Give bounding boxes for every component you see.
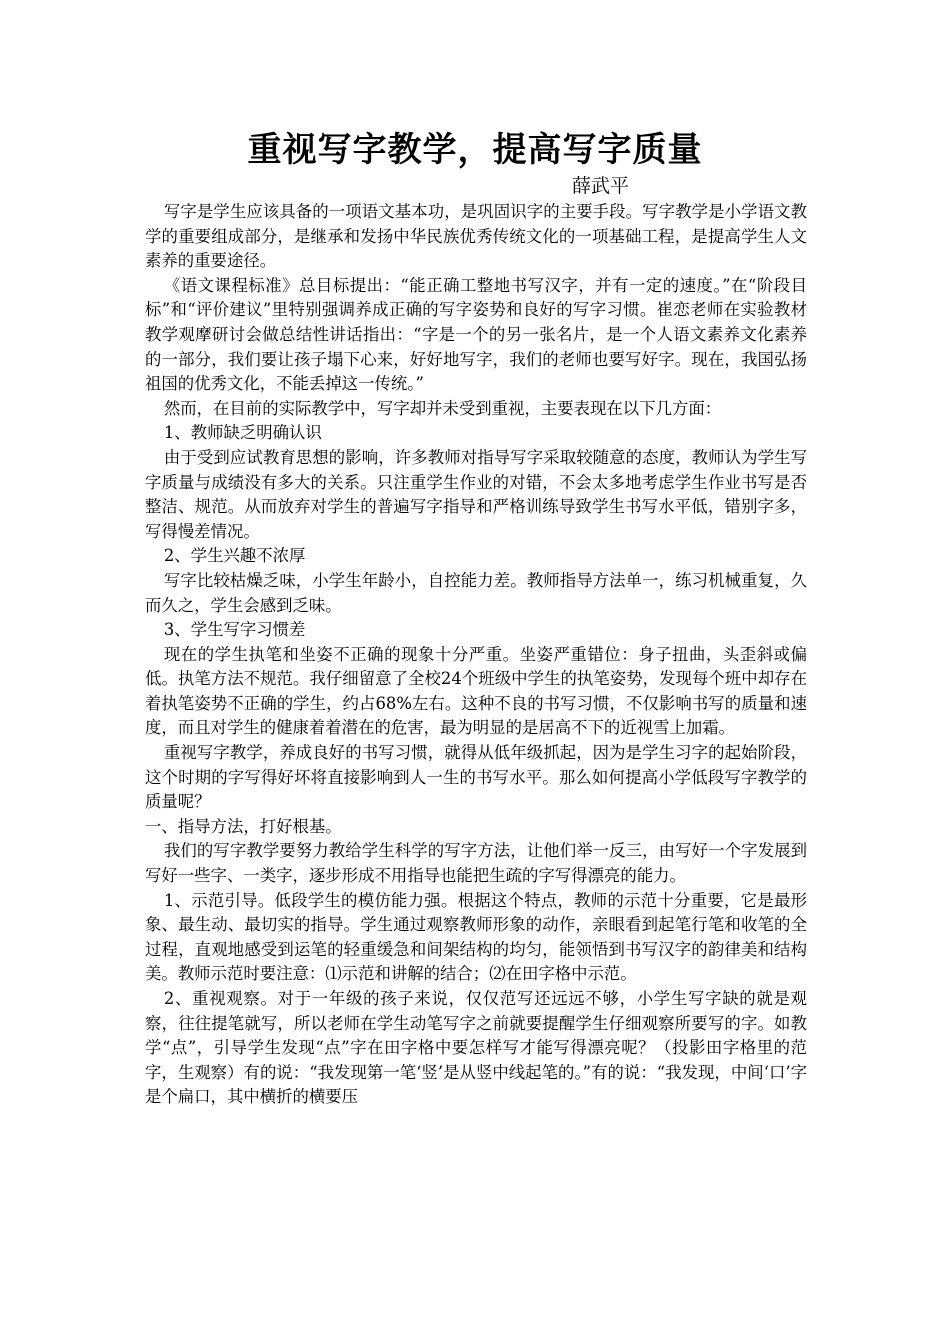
paragraph: 写字比较枯燥乏味，小学生年龄小，自控能力差。教师指导方法单一，练习机械重复，久而久之，学生会感到乏味。 xyxy=(145,570,807,615)
document-title: 重视写字教学，提高写字质量 xyxy=(247,130,703,170)
section-heading: 2、学生兴趣不浓厚 xyxy=(163,546,306,566)
document-body xyxy=(145,200,807,1110)
paragraph: 2、重视观察。对于一年级的孩子来说，仅仅范写还远远不够，小学生写字缺的就是观察，往往提笔就写，所以老师在学生动笔写字之前就要提醒学生仔细观察所要写的字。如教学“点”，引导学生发现“点”字在田字格中要怎样写才能写得漂亮呢？（投影田字格里的范字，生观察）有的说：“我发现第一笔‘竖’是从竖中线起笔的。”有的说：“我发现，中间‘口’字是个扁口，其中横折的横要压 xyxy=(145,989,807,1107)
paragraph: 重视写字教学，养成良好的书写习惯，就得从低年级抓起，因为是学生习字的起始阶段，这个时期的字写得好坏将直接影响到人一生的书写水平。那么如何提高小学低段写字教学的质量呢？ xyxy=(145,743,807,812)
paragraph: 现在的学生执笔和坐姿不正确的现象十分严重。坐姿严重错位：身子扭曲，头歪斜或偏低。执笔方法不规范。我仔细留意了全校24个班级中学生的执笔姿势，发现每个班中却存在着执笔姿势不正确的学生，约占68%左右。这种不良的书写习惯，不仅影响书写的质量和速度，而且对学生的健康着着潜在的危害，最为明显的是居高不下的近视雪上加霜。 xyxy=(145,644,807,738)
paragraph: 我们的写字教学要努力教给学生科学的写字方法，让他们举一反三，由写好一个字发展到写好一些字、一类字，逐步形成不用指导也能把生疏的字写得漂亮的能力。 xyxy=(145,841,807,886)
document-author: 薛武平 xyxy=(572,175,630,197)
paragraph: 写字是学生应该具备的一项语文基本功，是巩固识字的主要手段。写字教学是小学语文教学的重要组成部分，是继承和发扬中华民族优秀传统文化的一项基础工程，是提高学生人文素养的重要途径。 xyxy=(145,202,807,271)
paragraph: 《语文课程标准》总目标提出：“能正确工整地书写汉字，并有一定的速度。”在“阶段目标”和“评价建议”里特别强调养成正确的写字姿势和良好的写字习惯。崔恋老师在实验教材教学观摩研讨会做总结性讲话指出：“字是一个的另一张名片，是一个人语文素养文化素养的一部分，我们要让孩子塌下心来，好好地写字，我们的老师也要写好字。现在，我国弘扬祖国的优秀文化，不能丢掉这一传统。” xyxy=(145,275,807,394)
paragraph: 然而，在目前的实际教学中，写字却并未受到重视，主要表现在以下几方面： xyxy=(163,398,722,418)
section-heading: 1、教师缺乏明确认识 xyxy=(163,423,322,443)
section-heading: 一、指导方法，打好根基。 xyxy=(145,816,342,836)
section-heading: 3、学生写字习惯差 xyxy=(163,620,306,640)
paragraph: 由于受到应试教育思想的影响，许多教师对指导写字采取较随意的态度，教师认为学生写字质量与成绩没有多大的关系。只注重学生作业的对错，不会太多地考虑学生作业书写是否整洁、规范。从而放弃对学生的普遍写字指导和严格训练导致学生书写水平低，错别字多，写得慢差情况。 xyxy=(145,447,807,541)
paragraph: 1、示范引导。低段学生的模仿能力强。根据这个特点，教师的示范十分重要，它是最形象、最生动、最切实的指导。学生通过观察教师形象的动作，亲眼看到起笔行笔和收笔的全过程，直观地感受到运笔的轻重缓急和间架结构的均匀，能领悟到书写汉字的韵律美和结构美。教师示范时要注意：⑴示范和讲解的结合；⑵在田字格中示范。 xyxy=(145,890,807,984)
